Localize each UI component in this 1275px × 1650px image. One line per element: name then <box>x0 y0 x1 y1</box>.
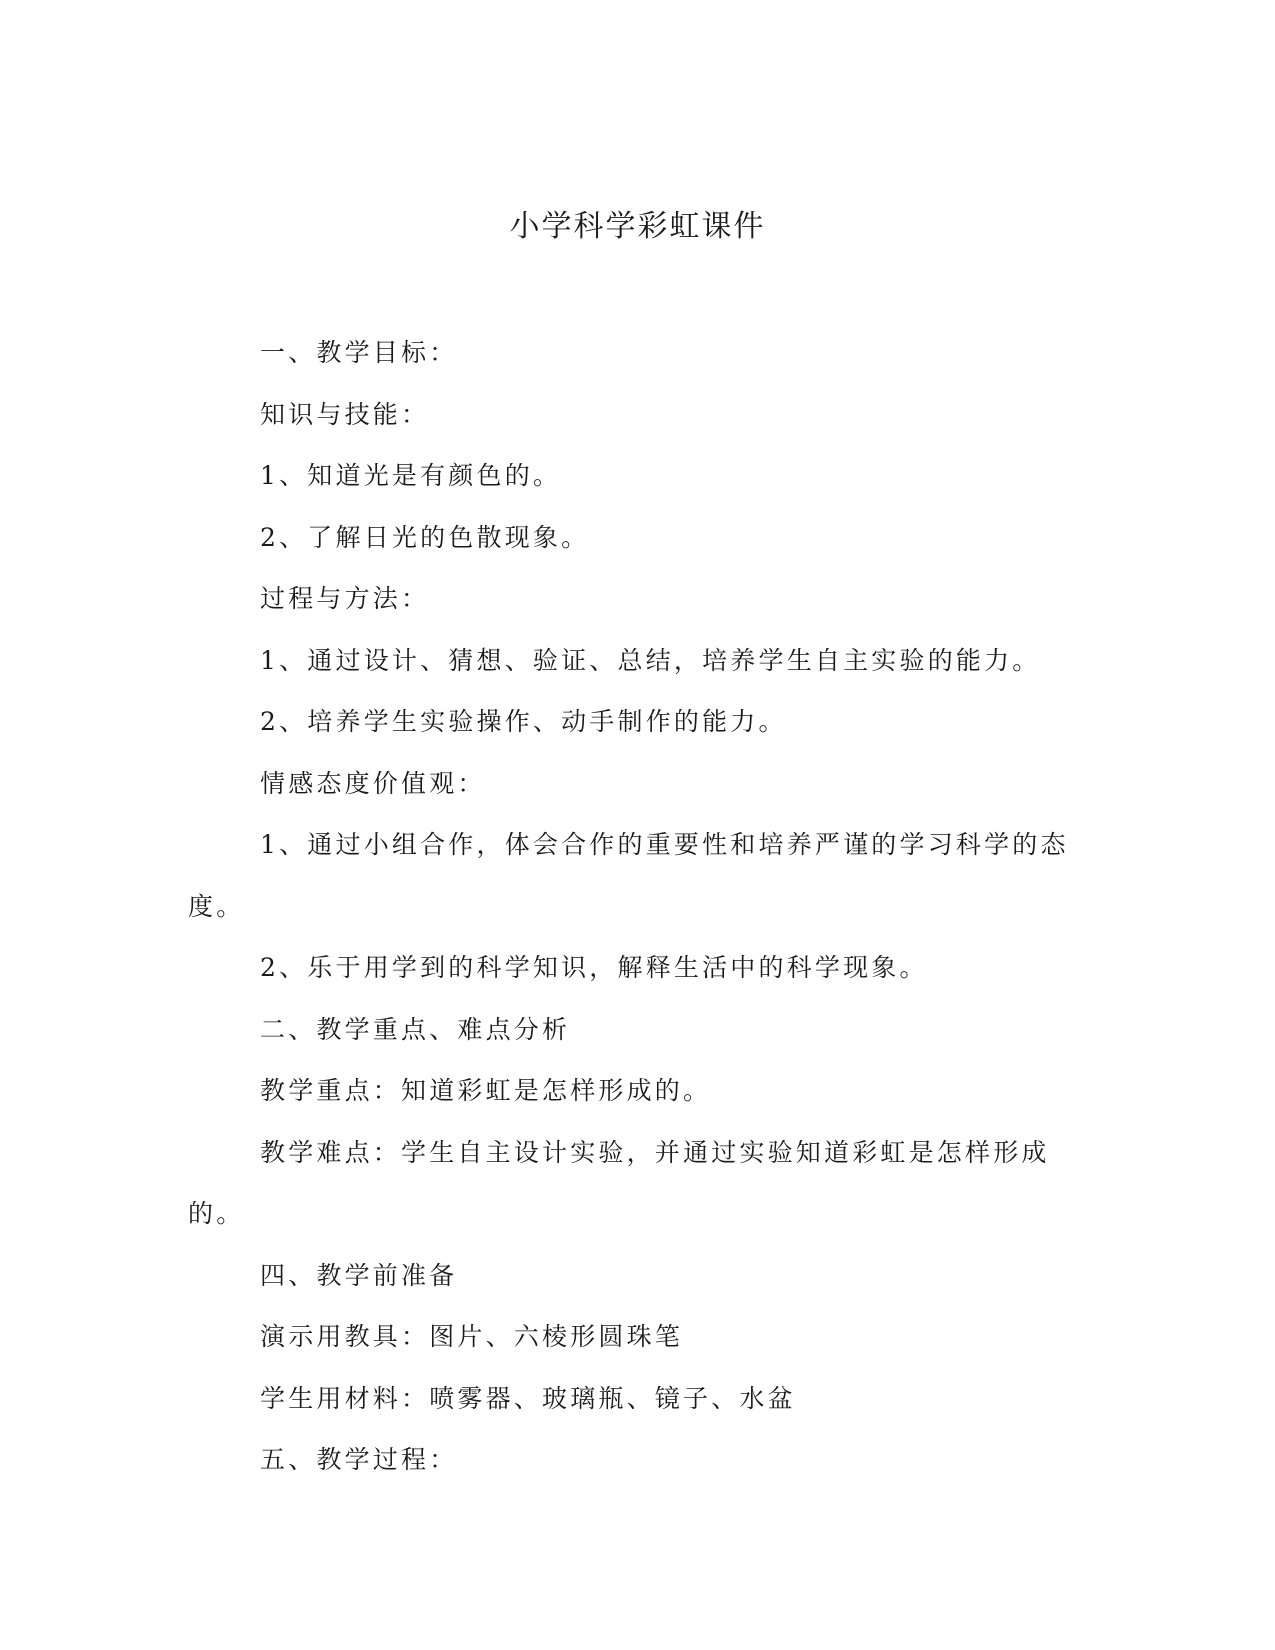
paragraph-section-2-heading: 二、教学重点、难点分析 <box>260 1014 571 1044</box>
paragraph-attitude-item-1: 1、通过小组合作，体会合作的重要性和培养严谨的学习科学的态度。 <box>188 830 1069 921</box>
paragraph-attitude-values: 情感态度价值观： <box>260 768 486 798</box>
paragraph-knowledge-skills: 知识与技能： <box>260 399 430 429</box>
paragraph-process-methods: 过程与方法： <box>260 584 430 613</box>
paragraph-process-item-2: 2、培养学生实验操作、动手制作的能力。 <box>260 707 787 736</box>
document-title: 小学科学彩虹课件 <box>509 209 766 244</box>
paragraph-section-1-heading: 一、教学目标： <box>260 338 458 367</box>
paragraph-section-5-heading: 五、教学过程： <box>260 1445 458 1474</box>
paragraph-process-item-1: 1、通过设计、猜想、验证、总结，培养学生自主实验的能力。 <box>260 645 1041 675</box>
paragraph-key-point: 教学重点：知道彩虹是怎样形成的。 <box>260 1076 712 1105</box>
paragraph-student-materials: 学生用材料：喷雾器、玻璃瓶、镜子、水盆 <box>260 1383 796 1413</box>
paragraph-demo-tools: 演示用教具：图片、六棱形圆珠笔 <box>260 1322 684 1351</box>
paragraph-difficult-point: 教学难点：学生自主设计实验，并通过实验知道彩虹是怎样形成的。 <box>188 1137 1050 1228</box>
paragraph-knowledge-item-2: 2、了解日光的色散现象。 <box>260 522 590 552</box>
paragraph-section-4-heading: 四、教学前准备 <box>260 1260 458 1290</box>
paragraph-attitude-item-2: 2、乐于用学到的科学知识，解释生活中的科学现象。 <box>260 953 928 982</box>
paragraph-knowledge-item-1: 1、知道光是有颜色的。 <box>260 461 562 490</box>
document-body <box>188 322 1078 1491</box>
